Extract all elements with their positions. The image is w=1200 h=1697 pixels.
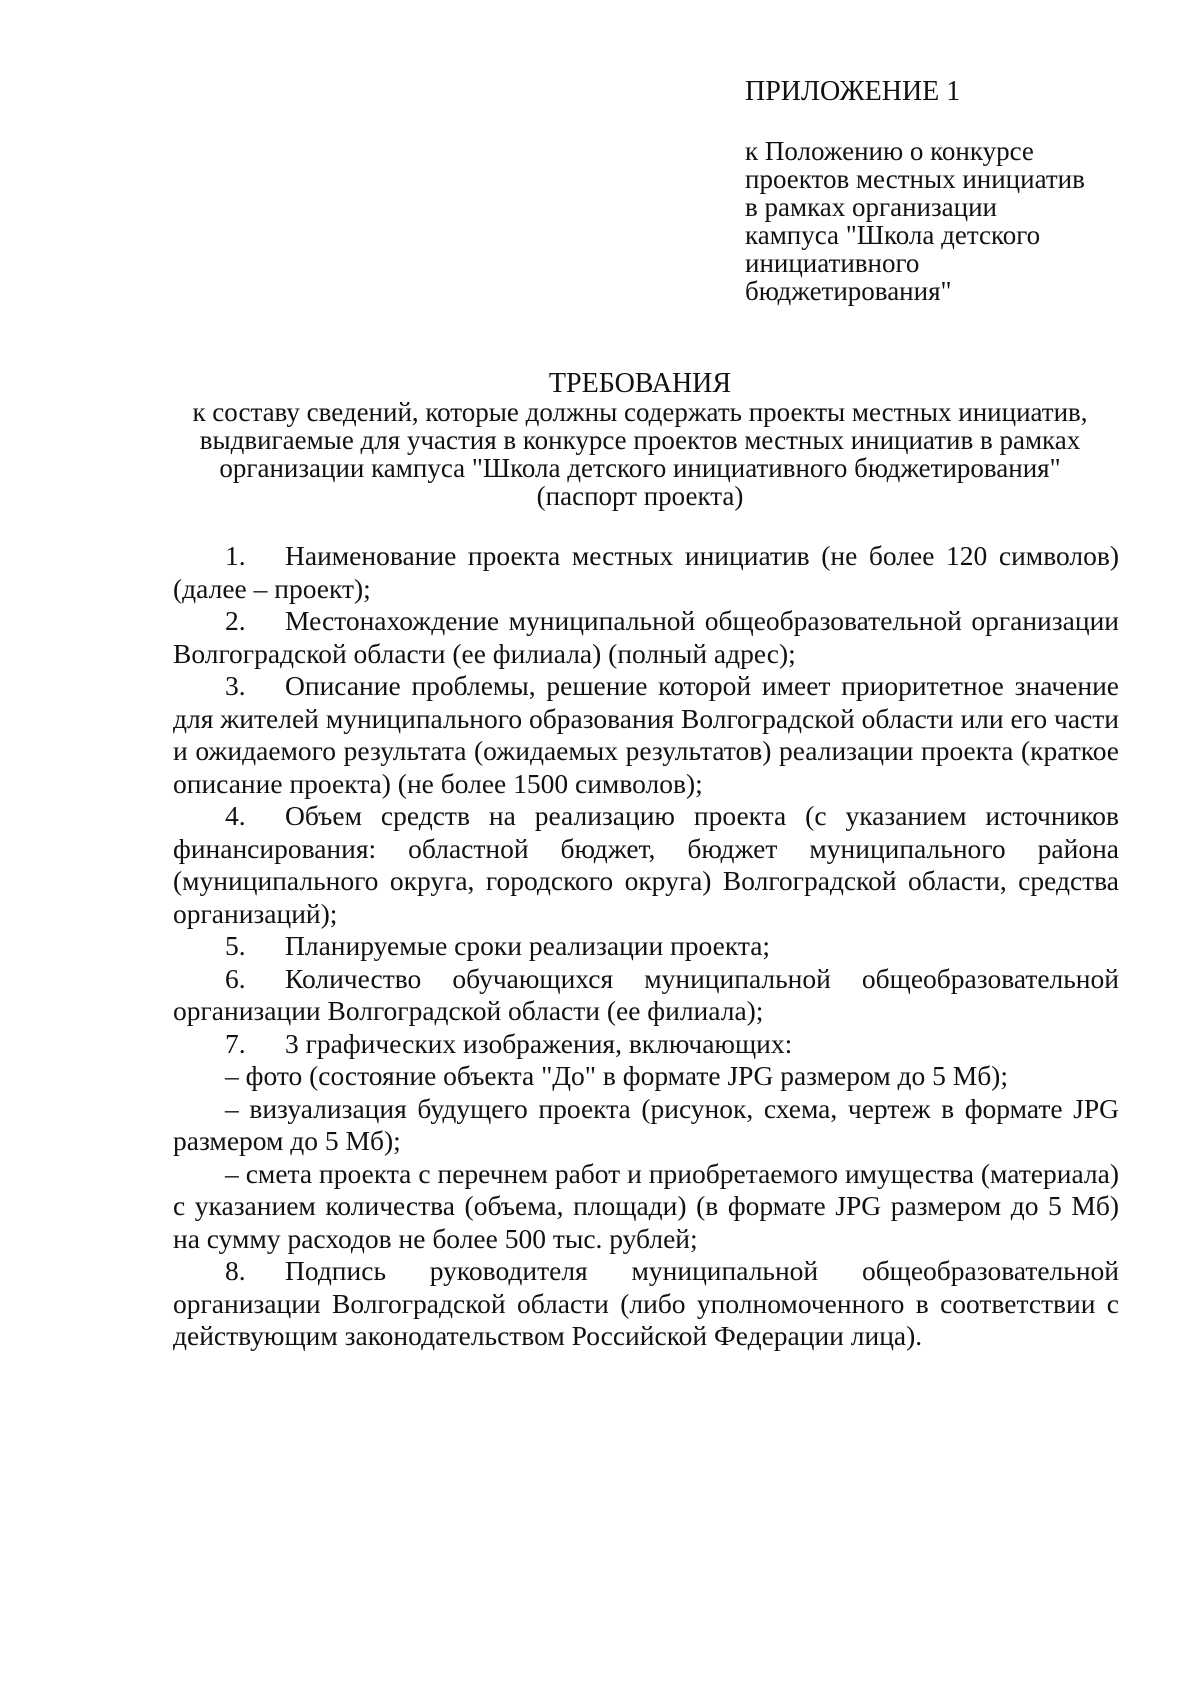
heading-line: к составу сведений, которые должны содержать проекты местных инициатив,: [192, 397, 1088, 427]
item-number: 1.: [225, 540, 246, 571]
list-item: [173, 1028, 1119, 1061]
item-text: Планируемые сроки реализации проекта;: [285, 930, 771, 961]
appendix-line: кампуса "Школа детского: [745, 220, 1041, 250]
requirements-list: [173, 540, 1119, 1353]
list-item: [173, 963, 1119, 1028]
list-item: [173, 800, 1119, 930]
item-number: 4.: [225, 800, 246, 831]
heading-line: выдвигаемые для участия в конкурсе проектов местных инициатив в рамках: [199, 425, 1081, 455]
item-number: 3.: [225, 670, 246, 701]
list-item: [173, 670, 1119, 800]
appendix-title: ПРИЛОЖЕНИЕ 1: [745, 76, 961, 107]
heading-line: организации кампуса "Школа детского инициативного бюджетирования": [219, 453, 1061, 483]
heading-title: ТРЕБОВАНИЯ: [548, 368, 732, 399]
item-number: 8.: [225, 1255, 246, 1286]
item-number: 7.: [225, 1027, 246, 1059]
list-item: [173, 540, 1119, 605]
list-item: [173, 605, 1119, 670]
item-number: 6.: [225, 962, 246, 994]
appendix-line: в рамках организации: [745, 192, 997, 222]
sub-item: – смета проекта с перечнем работ и приобретаемого имущества (материала) с указанием количества (объема, площади) (в формате JPG размером до 5 Мб) на сумму расходов не более 500 тыс. рублей;: [173, 1157, 1119, 1254]
list-item: [173, 930, 1119, 963]
item-text: Подпись руководителя муниципальной общеобразовательной организации Волгоградской области (либо уполномоченного в соответствии с действующим законодательством Российской Федерации лица).: [173, 1255, 1119, 1351]
requirements-heading: [160, 370, 1120, 510]
item-text: Местонахождение муниципальной общеобразовательной организации Волгоградской области (ее филиала) (полный адрес);: [173, 605, 1119, 669]
item-text: Наименование проекта местных инициатив (не более 120 символов) (далее – проект);: [173, 540, 1119, 604]
appendix-line: инициативного: [745, 248, 920, 278]
item-number: 5.: [225, 930, 246, 961]
appendix-line: бюджетирования": [745, 276, 952, 306]
appendix-block: [745, 78, 1145, 305]
item-text: Количество обучающихся муниципальной общеобразовательной организации Волгоградской области (ее филиала);: [173, 962, 1119, 1026]
appendix-line: проектов местных инициатив: [745, 164, 1085, 194]
item-text: Описание проблемы, решение которой имеет приоритетное значение для жителей муниципального образования Волгоградской области или его части и ожидаемого результата (ожидаемых результатов) реализации проекта (краткое описание проекта) (не более 1500 символов);: [173, 670, 1119, 799]
sub-item: – визуализация будущего проекта (рисунок, схема, чертеж в формате JPG размером до 5 Мб);: [173, 1092, 1119, 1156]
sub-item: – фото (состояние объекта "До" в формате JPG размером до 5 Мб);: [225, 1060, 1008, 1091]
heading-line: (паспорт проекта): [536, 481, 744, 511]
list-item: [173, 1255, 1119, 1353]
appendix-line: к Положению о конкурсе: [745, 136, 1034, 166]
item-number: 2.: [225, 605, 246, 636]
item-text: 3 графических изображения, включающих:: [285, 1027, 793, 1059]
item-text: Объем средств на реализацию проекта (с указанием источников финансирования: областной бюджет, бюджет муниципального района (муниципального округа, городского округа) Волгоградской области, средства организаций);: [173, 800, 1119, 929]
